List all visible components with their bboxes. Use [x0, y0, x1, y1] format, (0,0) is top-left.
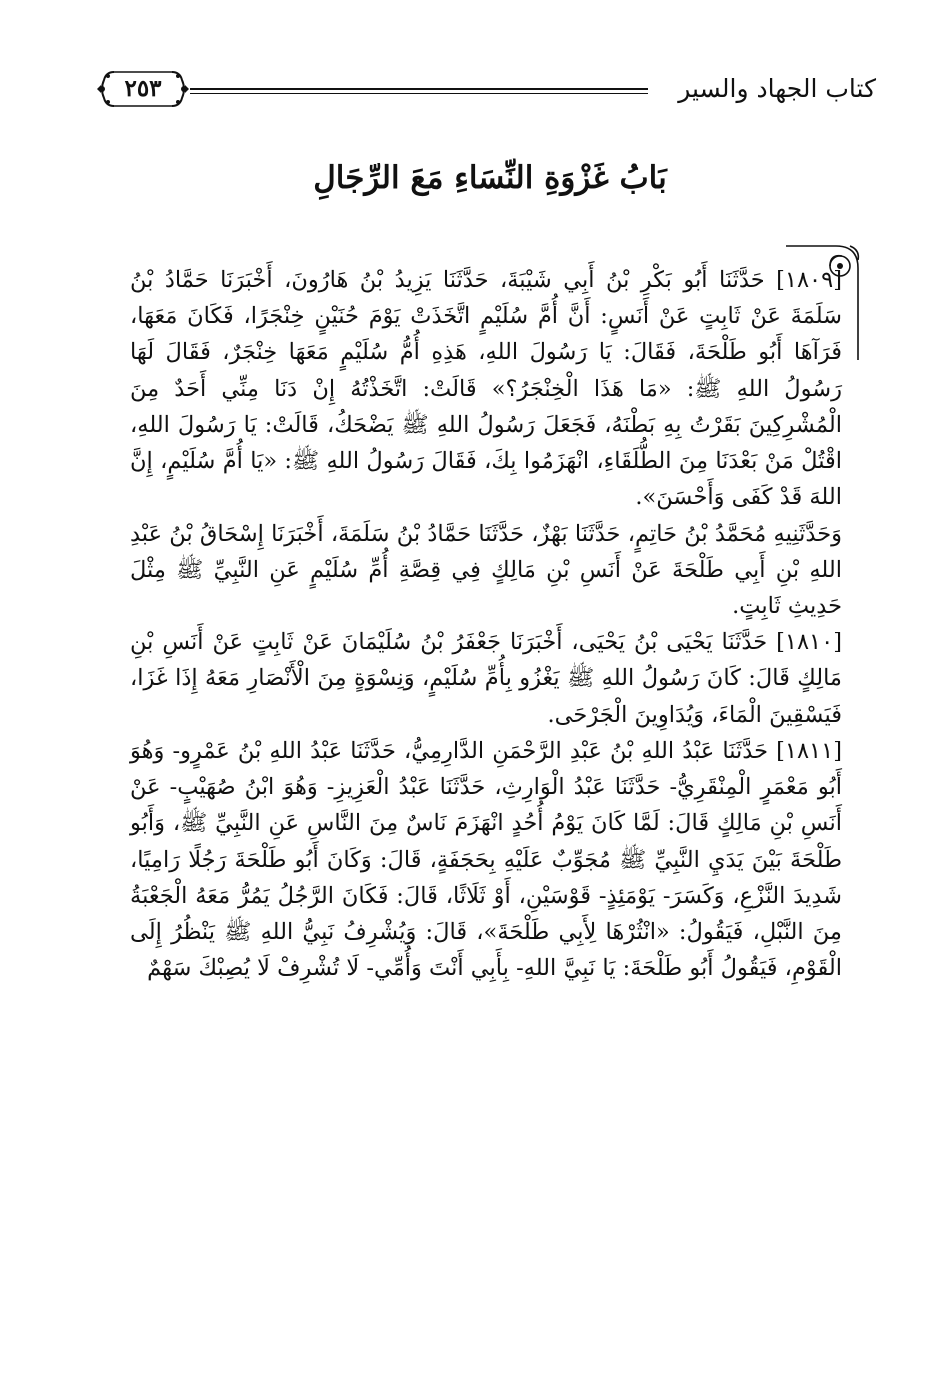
- hadith-1809-chain: وَحَدَّثَنِيهِ مُحَمَّدُ بْنُ حَاتِمٍ، حَدَّثَنَا بَهْزٌ، حَدَّثَنَا حَمَّادُ بْنُ سَلَمَةَ، أَخْبَرَنَا إِسْحَاقُ بْنُ عَبْدِ اللهِ بْنِ أَبِي طَلْحَةَ عَنْ أَنَسِ بْنِ مَالِكٍ فِي قِصَّةِ أُمِّ سُلَيْمٍ عَنِ النَّبِيِّ ﷺ مِثْلَ حَدِيثِ ثَابِتٍ.: [130, 520, 842, 619]
- hadith-text: [130, 262, 842, 986]
- hadith-1810: [١٨١٠] حَدَّثَنَا يَحْيَى بْنُ يَحْيَى، أَخْبَرَنَا جَعْفَرُ بْنُ سُلَيْمَانَ عَنْ ثَابِتٍ عَنْ أَنَسِ بْنِ مَالِكٍ قَالَ: كَانَ رَسُولُ اللهِ ﷺ يَغْزُو بِأُمِّ سُلَيْمٍ، وَنِسْوَةٍ مِنَ الْأَنْصَارِ مَعَهُ إِذَا غَزَا، فَيَسْقِينَ الْمَاءَ، وَيُدَاوِينَ الْجَرْحَى.: [130, 629, 842, 728]
- page-number: ٢٥٣: [124, 75, 162, 102]
- hadith-1811: [١٨١١] حَدَّثَنَا عَبْدُ اللهِ بْنُ عَبْدِ الرَّحْمَنِ الدَّارِمِيُّ، حَدَّثَنَا عَبْدُ اللهِ بْنُ عَمْرٍو- وَهُوَ أَبُو مَعْمَرٍ الْمِنْقَرِيُّ- حَدَّثَنَا عَبْدُ الْوَارِثِ، حَدَّثَنَا عَبْدُ الْعَزِيزِ- وَهُوَ ابْنُ صُهَيْبٍ- عَنْ أَنَسِ بْنِ مَالِكٍ قَالَ: لَمَّا كَانَ يَوْمُ أُحُدٍ انْهَزَمَ نَاسٌ مِنَ النَّاسِ عَنِ النَّبِيِّ ﷺ، وَأَبُو طَلْحَةَ بَيْنَ يَدَيِ النَّبِيِّ ﷺ مُجَوِّبٌ عَلَيْهِ بِحَجَفَةٍ، قَالَ: وَكَانَ أَبُو طَلْحَةَ رَجُلًا رَامِيًا، شَدِيدَ النَّزْعِ، وَكَسَرَ- يَوْمَئِذٍ- قَوْسَيْنِ، أَوْ ثَلَاثًا، قَالَ: فَكَانَ الرَّجُلُ يَمُرُّ مَعَهُ الْجَعْبَةُ مِنَ النَّبْلِ، فَيَقُولُ: «انْثُرْهَا لِأَبِي طَلْحَةَ»، قَالَ: وَيُشْرِفُ نَبِيُّ اللهِ ﷺ يَنْظُرُ إِلَى الْقَوْمِ، فَيَقُولُ أَبُو طَلْحَةَ: يَا نَبِيَّ اللهِ- بِأَبِي أَنْتَ وَأُمِّي- لَا تُشْرِفْ لَا يُصِبْكَ سَهْمٌ: [130, 737, 842, 982]
- book-title: كتاب الجهاد والسير: [678, 74, 876, 103]
- page-number-frame: [96, 66, 190, 112]
- running-header: [96, 66, 876, 116]
- hadith-1809: [١٨٠٩] حَدَّثَنَا أَبُو بَكْرِ بْنُ أَبِي شَيْبَةَ، حَدَّثَنَا يَزِيدُ بْنُ هَارُونَ، أَخْبَرَنَا حَمَّادُ بْنُ سَلَمَةَ عَنْ ثَابِتٍ عَنْ أَنَسٍ: أَنَّ أُمَّ سُلَيْمٍ اتَّخَذَتْ يَوْمَ حُنَيْنٍ خِنْجَرًا، فَكَانَ مَعَهَا، فَرَآهَا أَبُو طَلْحَةَ، فَقَالَ: يَا رَسُولَ اللهِ، هَذِهِ أُمُّ سُلَيْمٍ مَعَهَا خِنْجَرٌ، فَقَالَ لَهَا رَسُولُ اللهِ ﷺ: «مَا هَذَا الْخِنْجَرُ؟» قَالَتْ: اتَّخَذْتُهُ إِنْ دَنَا مِنِّي أَحَدٌ مِنَ الْمُشْرِكِينَ بَقَرْتُ بِهِ بَطْنَهُ، فَجَعَلَ رَسُولُ اللهِ ﷺ يَضْحَكُ، قَالَتْ: يَا رَسُولَ اللهِ، اقْتُلْ مَنْ بَعْدَنَا مِنَ الطُّلَقَاءِ، انْهَزَمُوا بِكَ، فَقَالَ رَسُولُ اللهِ ﷺ: «يَا أُمَّ سُلَيْمٍ، إِنَّ اللهَ قَدْ كَفَى وَأَحْسَنَ».: [130, 267, 842, 511]
- header-rule: [190, 88, 648, 94]
- chapter-title: بَابُ غَزْوَةِ النِّسَاءِ مَعَ الرِّجَالِ: [313, 160, 667, 196]
